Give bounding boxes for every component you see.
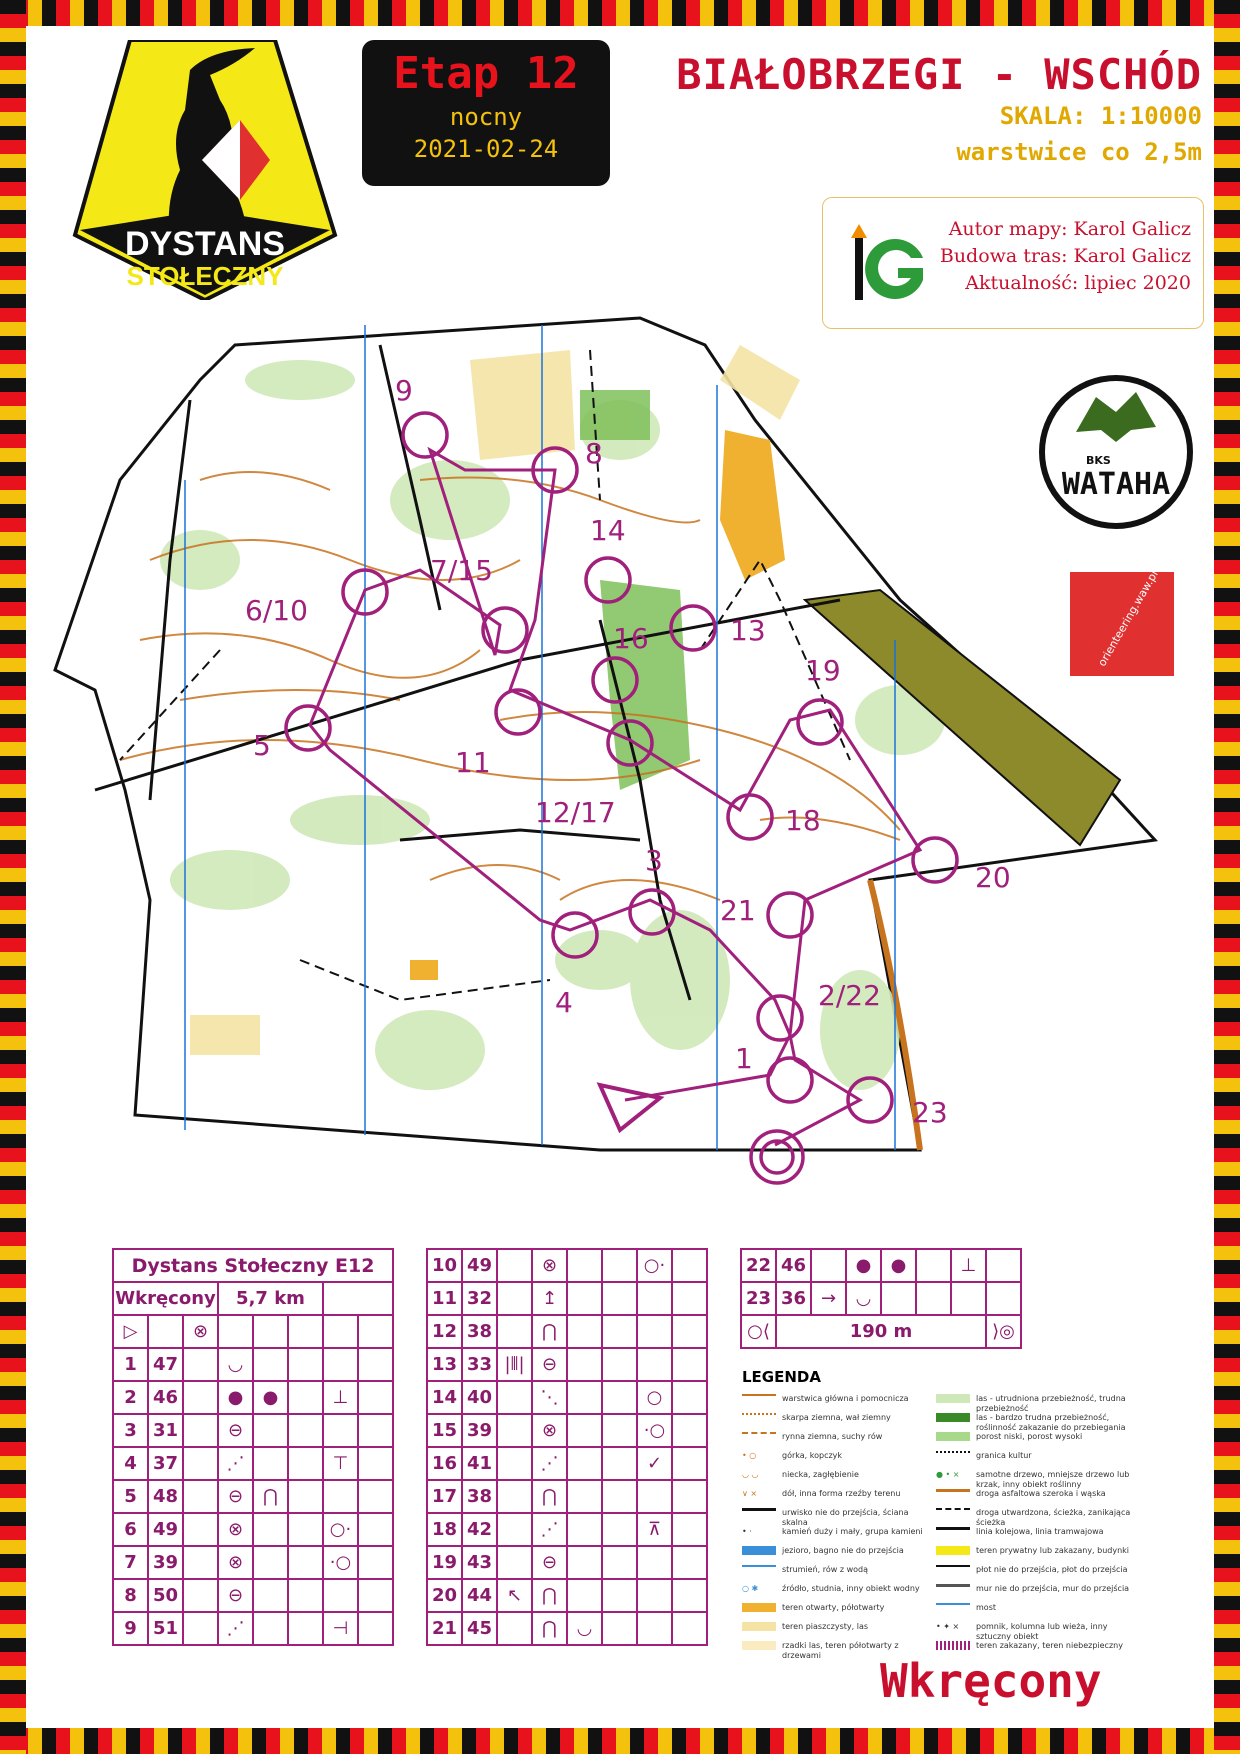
credit-course-setter: Budowa tras: Karol Galicz [939,245,1191,267]
legend-right: las - utrudniona przebieżność, trudna przebieżność las - bardzo trudna przebieżność, roślinność zakazanie do przebiegania porost niski, porost wysoki granica kultur ● • × samotne drzewo, mniejsze drzewo lub krzak, inny obiekt roślinny droga asfaltowa szeroka i wąska droga utwardzona, ścieżka, zanikająca ścieżka linia kolejowa, linia tramwajowa teren prywatny lub zakazany, budynki płot nie do przejścia, płot do przejścia mur nie do przejścia, mur do przejścia most • ✦ × pomnik, kolumna lub wieża, inny sztuczny obiekt teren zakazany, teren niebezpieczny [936,1394,1131,1650]
control-label: 11 [455,746,491,779]
control-label: 7/15 [430,554,493,587]
control-label: 14 [590,514,626,547]
course-length-cell: 5,7 km [218,1282,323,1315]
start-symbol-icon: ▷ [113,1315,148,1348]
control-label: 9 [395,374,413,407]
course-name-footer: Wkręcony [880,1654,1102,1708]
contour-interval: warstwice co 2,5m [956,138,1202,166]
control-label: 13 [730,614,766,647]
control-label: 20 [975,861,1011,894]
credit-author: Autor mapy: Karol Galicz [948,218,1191,240]
stage-date: 2021-02-24 [413,135,559,163]
finish-icon: ⟩◎ [986,1315,1021,1348]
description-table-1: Dystans Stołeczny E12 Wkręcony 5,7 km ▷ ⊗ 1 47 ◡ 2 46 ● ● ⊥ 3 31 ⊖ 4 37 ⋰ ⊤ 5 48 ⊖ ⋂ 6 49 ⊗ ○· 7 39 ⊗ ·○ 8 50 ⊖ 9 51 ⋰ ⊣ [112,1248,394,1646]
legend-left: warstwica główna i pomocnicza skarpa ziemna, wał ziemny rynna ziemna, suchy rów • ○ górka, kopczyk ◡ ◡ niecka, zagłębienie ∨ × dół, inna forma rzeźby terenu urwisko nie do przejścia, ściana skalna • · kamień duży i mały, grupa kamieni jezioro, bagno nie do przejścia strumień, rów z wodą ○ ✱ źródło, studnia, inny obiekt wodny teren otwarty, półotwarty teren piaszczysty, las rzadki las, teren półotwarty z drzewami [742,1394,923,1660]
map-title: BIAŁOBRZEGI - WSCHÓD [676,50,1202,99]
control-label: 8 [585,437,603,470]
control-label: 19 [805,654,841,687]
control-label: 5 [253,729,271,762]
svg-text:DYSTANS: DYSTANS [125,225,285,263]
description-table-2: 10 49 ⊗ ○· 11 32 ↥ 12 38 ⋂ 13 33 |⦀| ⊖ 14 40 ⋱ ○ 15 39 ⊗ ·○ 16 41 ⋰ ✓ 17 38 ⋂ 18 42 ⋰ ⊼ 19 43 ⊖ 20 44 ↖ ⋂ 21 45 ⋂ ◡ [426,1248,708,1646]
course-name-cell: Wkręcony [113,1282,218,1315]
description-table-3: 22 46 ● ● ⊥ 23 36 → ◡ ○⟨ 190 m ⟩◎ [740,1248,1022,1349]
finish-start-icon: ○⟨ [741,1315,776,1348]
control-label: 21 [720,894,756,927]
control-label: 23 [912,1096,948,1129]
legend-title: LEGENDA [742,1368,821,1386]
svg-text:BKS: BKS [1086,454,1111,467]
map-scale: SKALA: 1:10000 [999,102,1202,130]
orienteering-waw-logo: orienteering.waw.pl [1070,572,1174,676]
stage-title: Etap 12 [393,48,579,99]
start-feature-icon: ⊗ [183,1315,218,1348]
stage-type: nocny [449,103,523,131]
finish-distance: 190 m [776,1315,986,1348]
svg-text:WATAHA: WATAHA [1061,467,1171,502]
control-label: 18 [785,804,821,837]
control-label: 2/22 [818,979,881,1012]
control-label: 4 [555,986,573,1019]
control-label: 16 [613,622,649,655]
control-label: 12/17 [535,796,616,829]
control-label: 1 [735,1042,753,1075]
svg-text:STOŁECZNY: STOŁECZNY [126,261,284,291]
description-title: Dystans Stołeczny E12 [113,1249,393,1282]
control-label: 6/10 [245,594,308,627]
control-label: 3 [645,844,663,877]
credit-update: Aktualność: lipiec 2020 [965,272,1191,294]
